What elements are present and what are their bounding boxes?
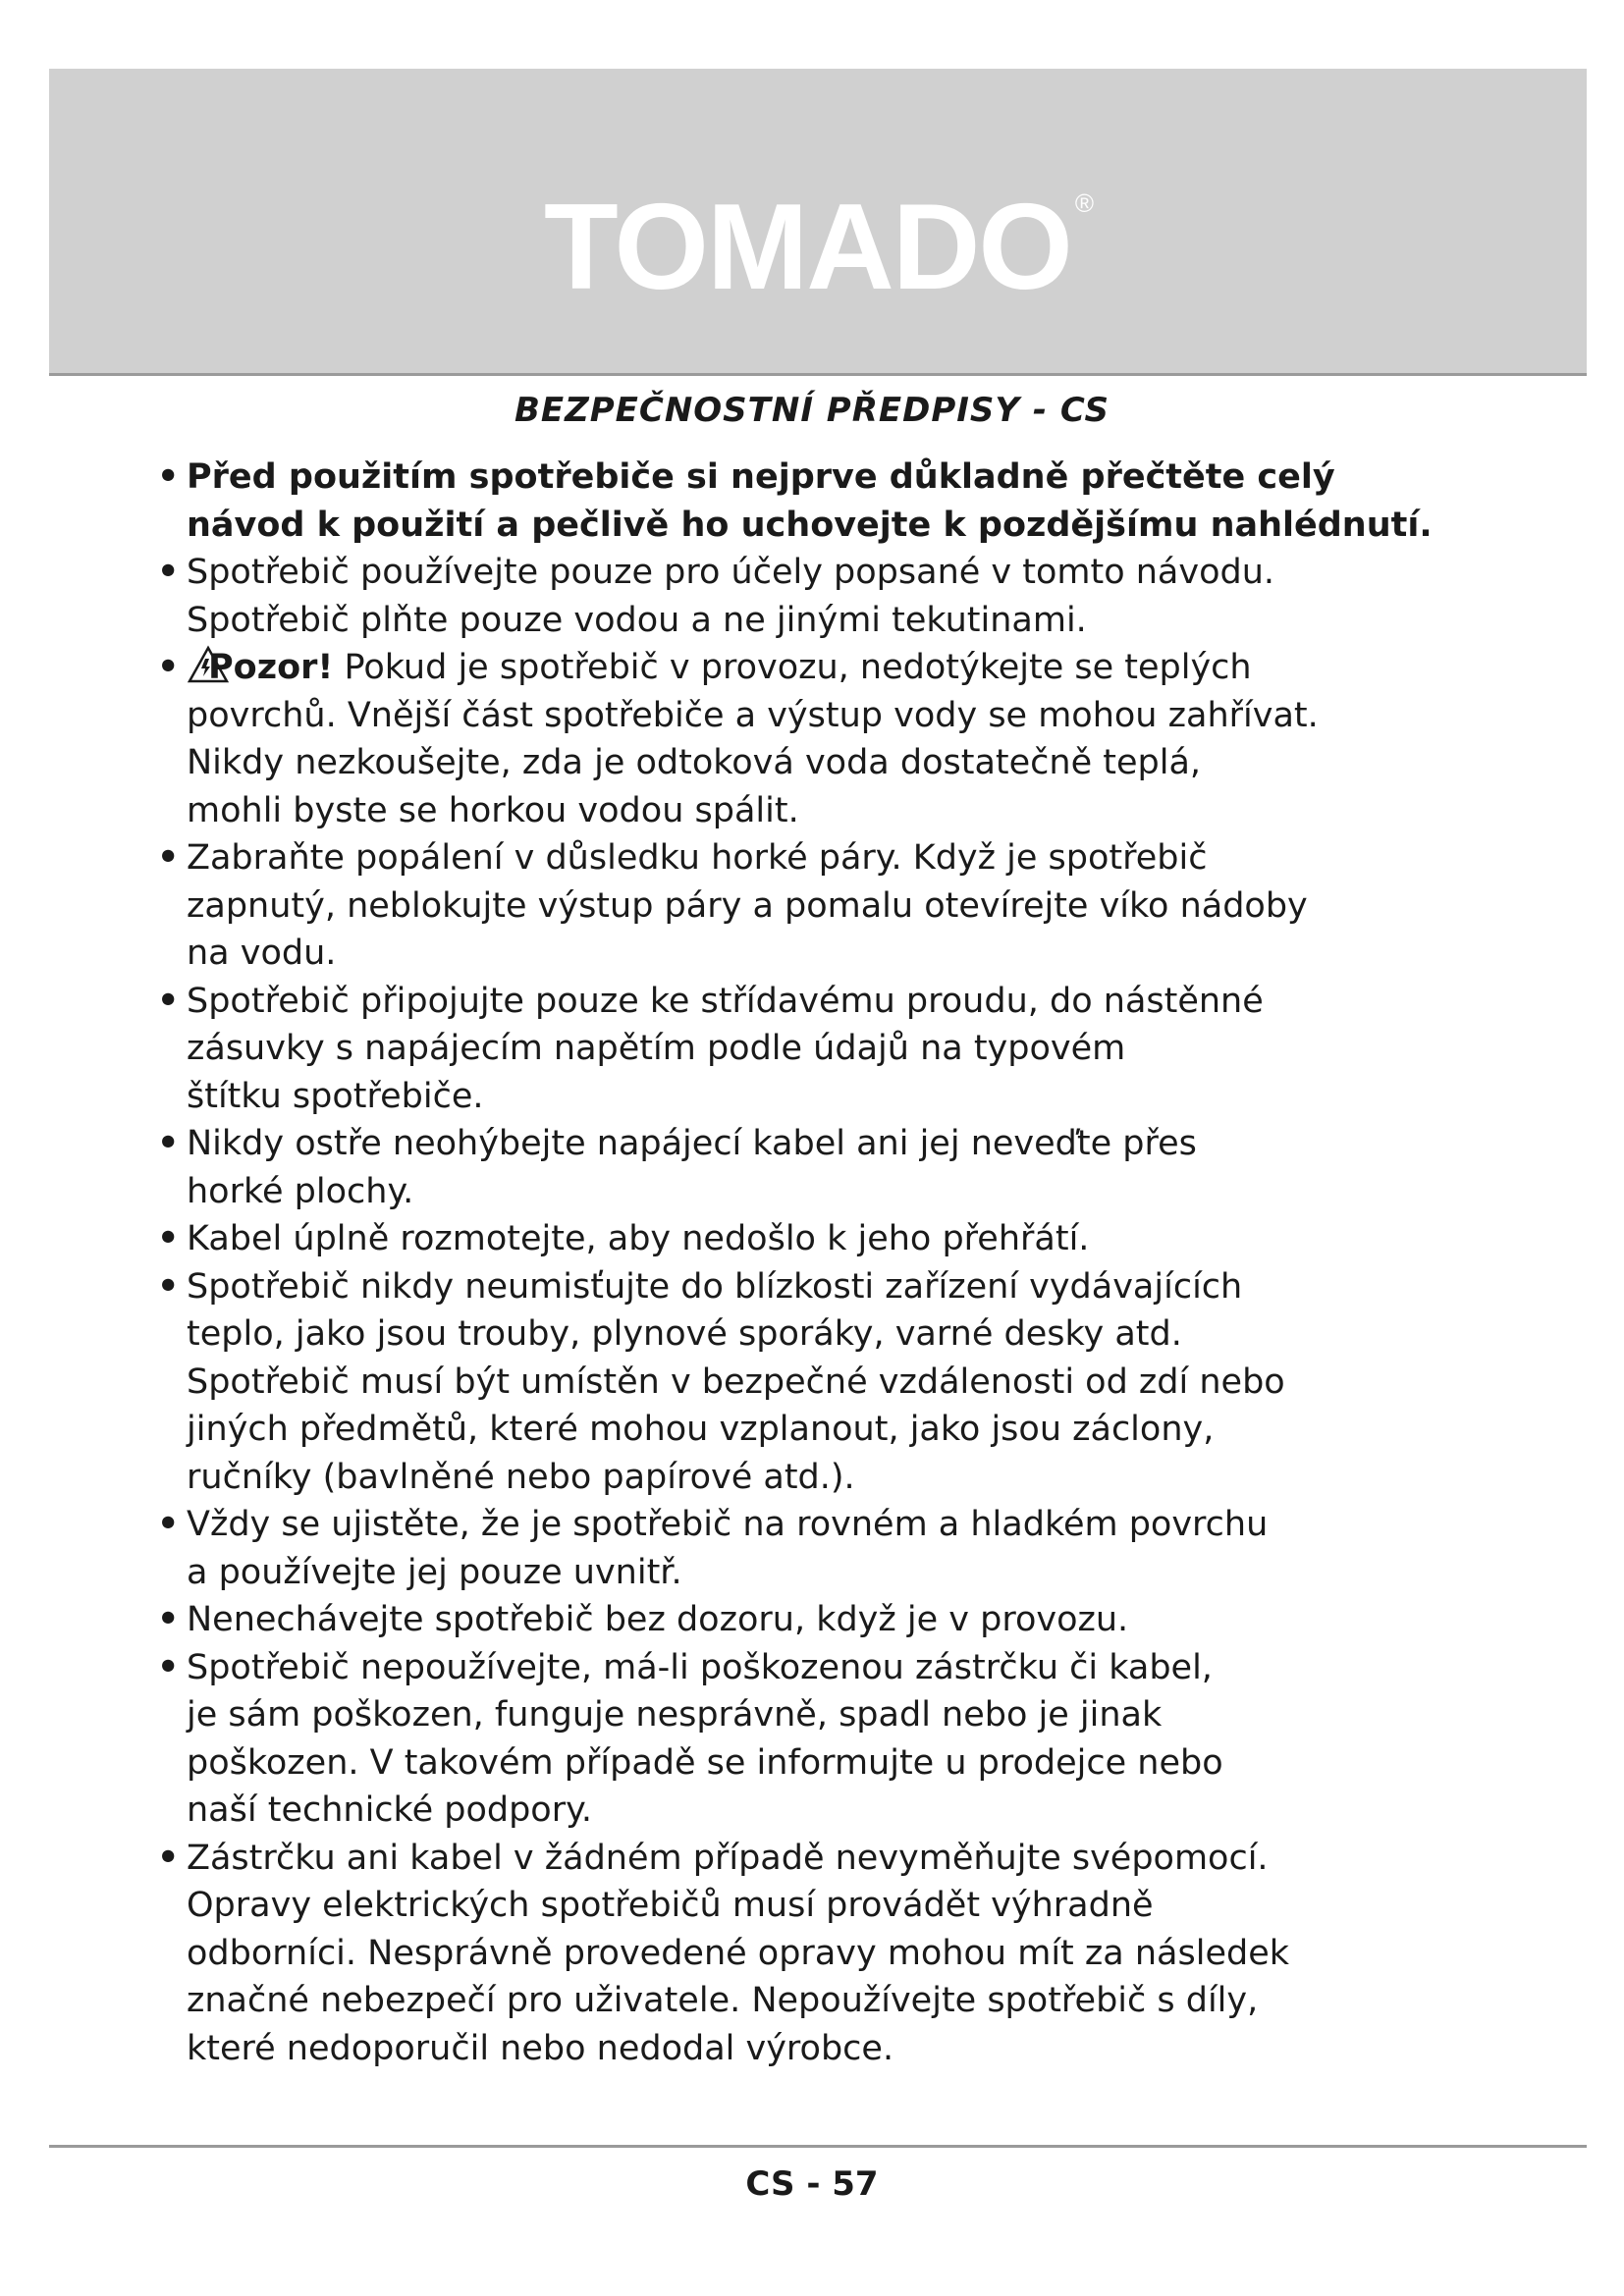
bullet: • (157, 838, 180, 878)
section-title: BEZPEČNOSTNÍ PŘEDPISY - CS (514, 391, 1110, 430)
safety-rule (157, 1644, 1473, 1835)
rule-line: teplo, jako jsou trouby, plynové sporáky, varné desky atd. (187, 1314, 1182, 1354)
rule-line: které nedoporučil nebo nedodal výrobce. (187, 2028, 894, 2068)
safety-rule (157, 1835, 1473, 2073)
rule-line: povrchů. Vnější část spotřebiče a výstup vody se mohou zahřívat. (187, 695, 1319, 735)
rule-line: Zabraňte popálení v důsledku horké páry. Když je spotřebič (187, 838, 1208, 878)
rule-line: Vždy se ujistěte, že je spotřebič na rovném a hladkém povrchu (187, 1505, 1269, 1544)
safety-rule (157, 1596, 1473, 1644)
bullet: • (157, 1266, 180, 1307)
brand-logo (49, 180, 1587, 315)
bullet: • (157, 1838, 180, 1878)
rule-line (187, 644, 1473, 692)
warning-label: Pozor! (208, 648, 334, 687)
rule-line: Kabel úplně rozmotejte, aby nedošlo k jeho přehřátí. (187, 1219, 1090, 1258)
rule-line: Před použitím spotřebiče si nejprve důkladně přečtěte celý (187, 457, 1335, 497)
rule-line: horké plochy. (187, 1171, 414, 1211)
rule-line: Spotřebič nepoužívejte, má-li poškozenou zástrčku či kabel, (187, 1647, 1213, 1687)
registered-mark: ® (1074, 188, 1092, 218)
rule-line: Opravy elektrických spotřebičů musí provádět výhradně (187, 1886, 1154, 1925)
bullet: • (157, 1124, 180, 1163)
rule-line: poškozen. V takovém případě se informujte u prodejce nebo (187, 1742, 1223, 1783)
safety-rule (157, 454, 1473, 549)
warning-text: Pokud je spotřebič v provozu, nedotýkejte se teplých (333, 648, 1252, 687)
brand-logo-text: TOMADO (544, 180, 1071, 315)
bullet: • (157, 981, 180, 1021)
rule-line: Spotřebič plňte pouze vodou a ne jinými tekutinami. (187, 600, 1087, 640)
rule-line: ručníky (bavlněné nebo papírové atd.). (187, 1457, 855, 1497)
rule-line: Nikdy nezkoušejte, zda je odtoková voda dostatečně teplá, (187, 743, 1202, 782)
bullet: • (157, 1505, 180, 1544)
rule-line: jiných předmětů, které mohou vzplanout, jako jsou záclony, (187, 1410, 1215, 1449)
safety-rule (157, 1501, 1473, 1596)
header-band (49, 69, 1587, 376)
safety-rule (157, 1263, 1473, 1502)
safety-rule (157, 549, 1473, 644)
safety-rule (157, 1215, 1473, 1263)
rule-line: Spotřebič připojujte pouze ke střídavému proudu, do nástěnné (187, 981, 1264, 1021)
rule-line: Spotřebič používejte pouze pro účely popsané v tomto návodu. (187, 553, 1275, 592)
safety-rule (157, 978, 1473, 1121)
safety-rule (157, 1120, 1473, 1215)
rule-line: značné nebezpečí pro uživatele. Nepoužívejte spotřebič s díly, (187, 1981, 1259, 2020)
rule-line: zapnutý, neblokujte výstup páry a pomalu otevírejte víko nádoby (187, 885, 1308, 926)
rule-line: Spotřebič nikdy neumisťujte do blízkosti zařízení vydávajících (187, 1266, 1243, 1307)
rule-line: návod k použití a pečlivě ho uchovejte k pozdějšímu nahlédnutí. (187, 505, 1433, 545)
rule-line: Nenechávejte spotřebič bez dozoru, když je v provozu. (187, 1600, 1129, 1639)
safety-rules-list (157, 454, 1473, 2072)
safety-rule-warning (157, 644, 1473, 834)
footer-divider (49, 2145, 1587, 2148)
bullet: • (157, 457, 180, 497)
bullet: • (157, 648, 180, 687)
rule-line: a používejte jej pouze uvnitř. (187, 1552, 682, 1592)
rule-line: Zástrčku ani kabel v žádném případě nevyměňujte svépomocí. (187, 1838, 1269, 1878)
rule-line: štítku spotřebiče. (187, 1076, 484, 1116)
rule-line: zásuvky s napájecím napětím podle údajů na typovém (187, 1029, 1126, 1068)
bullet: • (157, 1219, 180, 1258)
bullet: • (157, 1647, 180, 1687)
rule-line: na vodu. (187, 934, 337, 973)
rule-line: odborníci. Nesprávně provedené opravy mohou mít za následek (187, 1933, 1289, 1973)
rule-line: naší technické podpory. (187, 1790, 592, 1830)
rule-line: je sám poškozen, funguje nesprávně, spadl nebo je jinak (187, 1695, 1163, 1735)
bullet: • (157, 553, 180, 592)
rule-line: Nikdy ostře neohýbejte napájecí kabel ani jej neveďte přes (187, 1124, 1197, 1163)
rule-line: mohli byste se horkou vodou spálit. (187, 790, 799, 830)
bullet: • (157, 1600, 180, 1639)
rule-line: Spotřebič musí být umístěn v bezpečné vzdálenosti od zdí nebo (187, 1362, 1285, 1402)
page-number: CS - 57 (745, 2164, 879, 2204)
safety-rule (157, 834, 1473, 978)
